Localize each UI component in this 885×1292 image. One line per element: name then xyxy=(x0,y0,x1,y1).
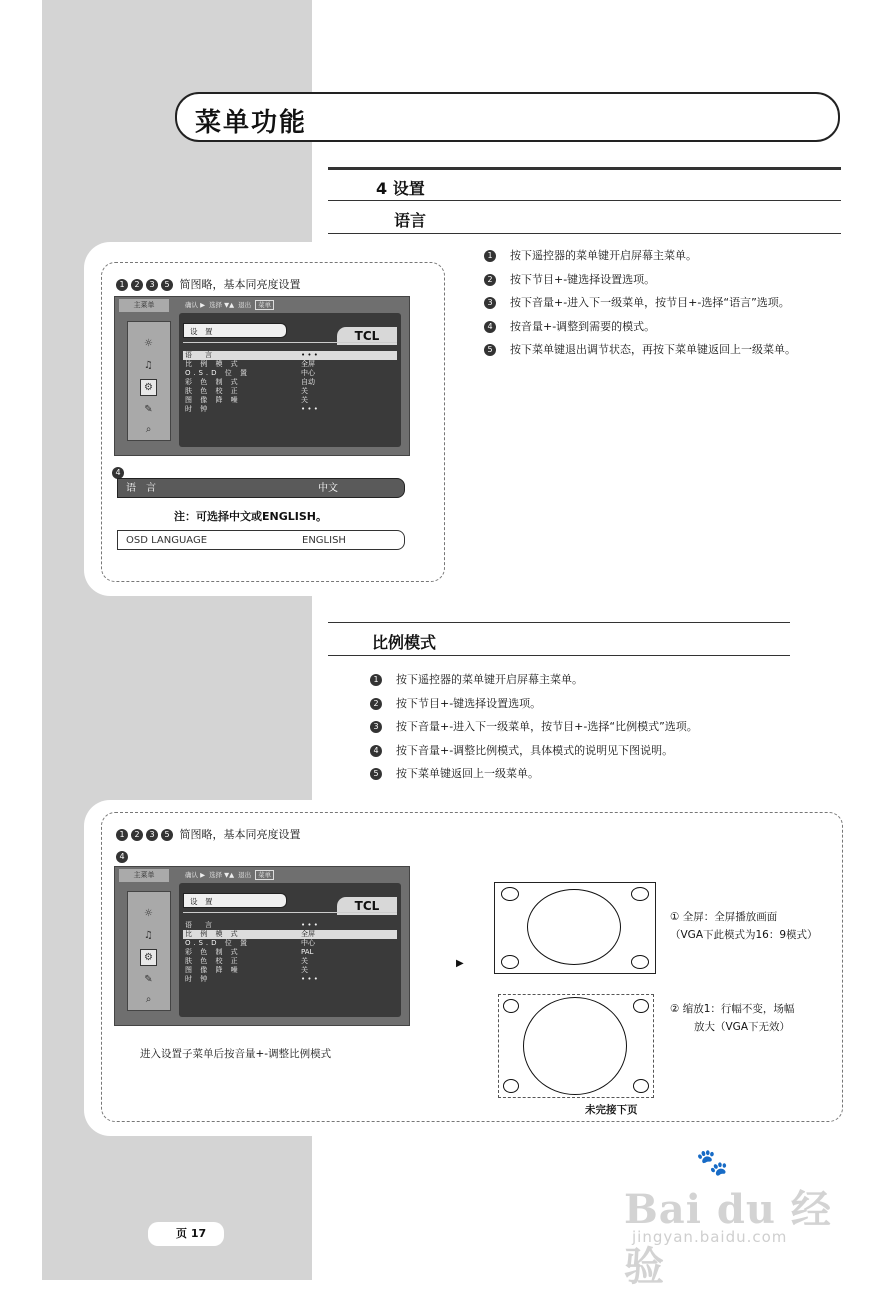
list-item: 4 按下音量+-调整比例模式，具体模式的说明见下图说明。 xyxy=(370,741,698,765)
divider xyxy=(183,912,397,913)
osd-menu-screen xyxy=(114,296,410,456)
settings-icon: ⚙ xyxy=(140,379,157,396)
step-bullet-icon: 3 xyxy=(146,279,158,291)
rule xyxy=(328,233,841,234)
page-title: 菜单功能 xyxy=(195,108,308,138)
top-rule xyxy=(328,167,841,170)
ratio-shortcut: 1 2 3 5 简图略，基本同亮度设置 xyxy=(116,826,301,842)
step-four-marker xyxy=(116,846,131,865)
page-number: 页 17 xyxy=(148,1222,224,1246)
mode1-description: ① 全屏：全屏播放画面 （VGA下此模式为16：9模式） xyxy=(670,911,818,941)
page-title-box xyxy=(175,92,840,142)
corner-circle xyxy=(633,1079,649,1093)
menu-row: 图 像 降 噪 关 xyxy=(185,966,308,974)
menu-nav-hints: 确认 ▶ 选择 ▼▲ 退出 菜单 xyxy=(185,300,278,309)
ratio-caption: 进入设置子菜单后按音量+-调整比例模式 xyxy=(140,1048,332,1060)
step-bullet-icon: 2 xyxy=(131,829,143,841)
step-bullet-icon: 3 xyxy=(484,297,496,309)
menu-row: 彩 色 制 式 自动 xyxy=(185,378,315,386)
corner-circle xyxy=(633,999,649,1013)
brand-logo: TCL xyxy=(337,897,397,915)
list-item: 5 按下菜单键退出调节状态，再按下菜单键返回上一级菜单。 xyxy=(484,340,796,364)
step-bullet-icon: 5 xyxy=(370,768,382,780)
menu-row: O.S.D 位 置 中心 xyxy=(185,369,315,377)
tools-icon: ✎ xyxy=(144,404,153,415)
corner-circle xyxy=(503,999,519,1013)
main-menu-label: 主菜单 xyxy=(119,869,169,882)
section-number-heading: 4 设置 xyxy=(376,179,425,198)
corner-circle xyxy=(501,887,519,901)
language-steps xyxy=(484,246,796,364)
menu-row: 肤 色 校 正 关 xyxy=(185,957,308,965)
menu-content xyxy=(179,313,401,447)
ratio-heading: 比例模式 xyxy=(372,633,437,652)
list-item: 3 按下音量+-进入下一级菜单，按节目+-选择“比例模式”选项。 xyxy=(370,717,698,741)
osd-menu-screen xyxy=(114,866,410,1026)
menu-row: 时 钟 • • • xyxy=(185,405,318,413)
menu-row: 肤 色 校 正 关 xyxy=(185,387,308,395)
mode2-description: ② 缩放1：行幅不变，场幅 放大（VGA下无效） xyxy=(670,1003,795,1033)
tools-icon: ✎ xyxy=(144,974,153,985)
arrow-right-icon: ▶ xyxy=(456,958,464,969)
watermark-url: jingyan.baidu.com xyxy=(632,1228,788,1246)
menu-row: 比 例 模 式 全屏 xyxy=(183,930,397,939)
main-menu-label: 主菜单 xyxy=(119,299,169,312)
corner-circle xyxy=(503,1079,519,1093)
search-icon: ⌕ xyxy=(145,424,152,435)
ratio-steps xyxy=(370,670,698,788)
step-bullet-icon: 1 xyxy=(484,250,496,262)
continued-note: 未完接下页 xyxy=(585,1104,638,1116)
menu-icon-column xyxy=(127,891,171,1011)
watermark-brand: Bai du 经验 xyxy=(624,1186,832,1290)
search-icon: ⌕ xyxy=(145,994,152,1005)
step-bullet-icon: 3 xyxy=(370,721,382,733)
rule xyxy=(328,200,841,201)
menu-row: 图 像 降 噪 关 xyxy=(185,396,308,404)
fullscreen-diagram xyxy=(494,882,656,974)
picture-icon: ☼ xyxy=(144,338,153,349)
step-bullet-icon: 4 xyxy=(484,321,496,333)
sound-icon: ♫ xyxy=(144,360,153,371)
corner-circle xyxy=(631,955,649,969)
step-bullet-icon: 5 xyxy=(161,829,173,841)
list-item: 3 按下音量+-进入下一级菜单，按节目+-选择“语言”选项。 xyxy=(484,293,796,317)
menu-row: 彩 色 制 式 PAL xyxy=(185,948,314,956)
language-note: 注：可选择中文或ENGLISH。 xyxy=(174,510,327,523)
step-bullet-icon: 2 xyxy=(484,274,496,286)
picture-ellipse xyxy=(523,997,627,1095)
list-item: 1 按下遥控器的菜单键开启屏幕主菜单。 xyxy=(484,246,796,270)
corner-circle xyxy=(501,955,519,969)
picture-icon: ☼ xyxy=(144,908,153,919)
step-bullet-icon: 3 xyxy=(146,829,158,841)
list-item: 2 按下节目+-键选择设置选项。 xyxy=(370,694,698,718)
step-bullet-icon: 1 xyxy=(370,674,382,686)
baidu-watermark xyxy=(618,1148,848,1290)
list-item: 5 按下菜单键返回上一级菜单。 xyxy=(370,764,698,788)
paw-icon: 🐾 xyxy=(696,1148,729,1178)
language-chinese-bar: 语 言 中文 xyxy=(117,478,405,498)
list-item: 1 按下遥控器的菜单键开启屏幕主菜单。 xyxy=(370,670,698,694)
language-english-bar: OSD LANGUAGE ENGLISH xyxy=(117,530,405,550)
list-item: 4 按音量+-调整到需要的模式。 xyxy=(484,317,796,341)
language-shortcut: 1 2 3 5 简图略，基本同亮度设置 xyxy=(116,276,301,292)
menu-row: O.S.D 位 置 中心 xyxy=(185,939,315,947)
menu-title: 设 置 xyxy=(183,893,287,908)
corner-circle xyxy=(631,887,649,901)
list-item: 2 按下节目+-键选择设置选项。 xyxy=(484,270,796,294)
menu-row: 语 言 • • • xyxy=(183,351,397,360)
menu-row: 比 例 模 式 全屏 xyxy=(185,360,315,368)
menu-nav-hints: 确认 ▶ 选择 ▼▲ 退出 菜单 xyxy=(185,870,278,879)
language-heading: 语言 xyxy=(394,211,427,230)
sound-icon: ♫ xyxy=(144,930,153,941)
step-bullet-icon: 5 xyxy=(484,344,496,356)
step-bullet-icon: 1 xyxy=(116,279,128,291)
rule xyxy=(328,622,790,623)
picture-ellipse xyxy=(527,889,621,965)
menu-content xyxy=(179,883,401,1017)
zoom-diagram xyxy=(498,994,654,1098)
divider xyxy=(183,342,397,343)
menu-row: 语 言 • • • xyxy=(185,921,318,929)
menu-icon-column xyxy=(127,321,171,441)
step-bullet-icon: 2 xyxy=(370,698,382,710)
step-bullet-icon: 2 xyxy=(131,279,143,291)
step-bullet-icon: 4 xyxy=(370,745,382,757)
rule xyxy=(328,655,790,656)
step-bullet-icon: 4 xyxy=(116,851,128,863)
brand-logo: TCL xyxy=(337,327,397,345)
step-bullet-icon: 1 xyxy=(116,829,128,841)
menu-title: 设 置 xyxy=(183,323,287,338)
menu-row: 时 钟 • • • xyxy=(185,975,318,983)
step-bullet-icon: 4 xyxy=(112,467,124,479)
settings-icon: ⚙ xyxy=(140,949,157,966)
step-bullet-icon: 5 xyxy=(161,279,173,291)
